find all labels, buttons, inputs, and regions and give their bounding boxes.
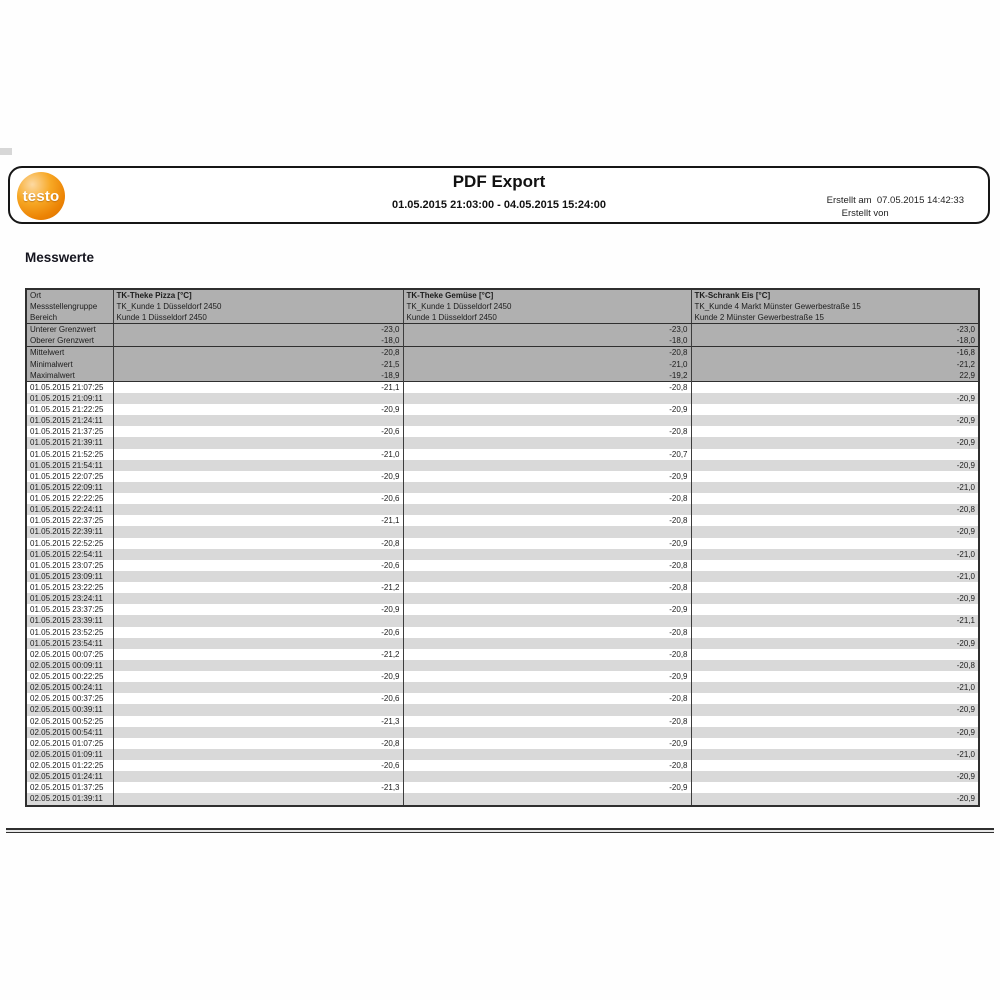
timestamp-cell: 02.05.2015 01:37:25 bbox=[30, 783, 104, 793]
timestamp-cell: 01.05.2015 21:09:11 bbox=[30, 393, 103, 403]
value-cell bbox=[403, 682, 691, 693]
value-cell bbox=[403, 437, 691, 448]
page-title: PDF Export bbox=[452, 172, 546, 191]
timestamp-cell: 01.05.2015 23:39:11 bbox=[30, 616, 103, 626]
table-row bbox=[26, 404, 979, 415]
timestamp-cell: 01.05.2015 21:54:11 bbox=[30, 460, 103, 470]
value-cell: -23,0 bbox=[403, 324, 691, 336]
value-cell: -23,0 bbox=[691, 324, 979, 336]
value-cell bbox=[113, 437, 403, 448]
limit-rows bbox=[26, 324, 979, 347]
value-cell bbox=[113, 482, 403, 493]
timestamp-cell: 02.05.2015 00:54:11 bbox=[30, 727, 103, 737]
table-row bbox=[26, 604, 979, 615]
value-cell: -21,5 bbox=[113, 359, 403, 370]
table-row bbox=[26, 549, 979, 560]
value-cell: -16,8 bbox=[691, 347, 979, 359]
timestamp-cell: 01.05.2015 21:22:25 bbox=[30, 405, 104, 415]
value-cell: -21,0 bbox=[113, 449, 403, 460]
table-row bbox=[26, 347, 979, 359]
timestamp-cell: 01.05.2015 23:54:11 bbox=[30, 638, 103, 648]
corner-label: Messstellengruppe bbox=[30, 302, 98, 312]
value-cell: -20,8 bbox=[403, 493, 691, 504]
column-area: Kunde 2 Münster Gewerbestraße 15 bbox=[694, 313, 824, 323]
value-cell: -21,2 bbox=[691, 359, 979, 370]
value-cell: -21,0 bbox=[691, 749, 979, 760]
value-cell: -20,9 bbox=[403, 604, 691, 615]
testo-logo-text: testo bbox=[22, 187, 60, 205]
timestamp-cell: 02.05.2015 00:07:25 bbox=[30, 649, 104, 659]
timestamp-cell: 01.05.2015 21:52:25 bbox=[30, 449, 104, 459]
value-cell: -20,9 bbox=[691, 393, 979, 404]
value-cell: -21,3 bbox=[113, 782, 403, 793]
timestamp-cell: 01.05.2015 21:39:11 bbox=[30, 438, 103, 448]
table-row bbox=[26, 381, 979, 393]
value-cell bbox=[403, 571, 691, 582]
value-cell: -21,1 bbox=[113, 515, 403, 526]
value-cell bbox=[113, 749, 403, 760]
table-row bbox=[26, 359, 979, 370]
value-cell bbox=[691, 381, 979, 393]
value-cell: -20,8 bbox=[403, 560, 691, 571]
created-at-label: Erstellt am bbox=[826, 195, 872, 206]
value-cell: -18,9 bbox=[113, 370, 403, 382]
value-cell: -18,0 bbox=[403, 335, 691, 347]
value-cell bbox=[113, 460, 403, 471]
value-cell: -20,8 bbox=[113, 347, 403, 359]
table-row bbox=[26, 771, 979, 782]
value-cell bbox=[113, 526, 403, 537]
column-group: TK_Kunde 1 Düsseldorf 2450 bbox=[406, 302, 512, 312]
column-header-cell bbox=[691, 289, 979, 324]
value-cell bbox=[403, 393, 691, 404]
value-cell: -20,6 bbox=[113, 693, 403, 704]
column-header-cell bbox=[113, 289, 403, 324]
row-label-cell: Minimalwert bbox=[30, 359, 73, 369]
value-cell: -20,7 bbox=[403, 449, 691, 460]
value-cell bbox=[691, 471, 979, 482]
table-row bbox=[26, 515, 979, 526]
timestamp-cell: 01.05.2015 23:37:25 bbox=[30, 605, 104, 615]
table-row bbox=[26, 660, 979, 671]
table-row bbox=[26, 760, 979, 771]
row-label-cell: Unterer Grenzwert bbox=[30, 325, 96, 335]
value-cell bbox=[113, 393, 403, 404]
value-cell: -21,2 bbox=[113, 649, 403, 660]
value-cell: -20,9 bbox=[691, 771, 979, 782]
value-cell: -20,8 bbox=[403, 426, 691, 437]
value-cell: -20,8 bbox=[403, 693, 691, 704]
value-cell bbox=[691, 671, 979, 682]
column-group: TK_Kunde 1 Düsseldorf 2450 bbox=[116, 302, 222, 312]
timestamp-cell: 02.05.2015 00:24:11 bbox=[30, 683, 103, 693]
footer-divider bbox=[6, 828, 994, 833]
table-row bbox=[26, 638, 979, 649]
timestamp-cell: 02.05.2015 01:07:25 bbox=[30, 738, 104, 748]
value-cell: -20,9 bbox=[691, 460, 979, 471]
corner-header-cell bbox=[26, 289, 113, 324]
column-area: Kunde 1 Düsseldorf 2450 bbox=[406, 313, 497, 323]
value-cell: -21,0 bbox=[691, 571, 979, 582]
value-cell: -21,1 bbox=[691, 615, 979, 626]
value-cell bbox=[691, 404, 979, 415]
value-cell: -21,3 bbox=[113, 716, 403, 727]
value-cell bbox=[113, 638, 403, 649]
value-cell bbox=[113, 549, 403, 560]
value-cell bbox=[113, 593, 403, 604]
table-row bbox=[26, 738, 979, 749]
timestamp-cell: 02.05.2015 00:37:25 bbox=[30, 694, 104, 704]
value-cell bbox=[403, 593, 691, 604]
timestamp-cell: 01.05.2015 21:37:25 bbox=[30, 427, 104, 437]
value-cell: -20,8 bbox=[113, 538, 403, 549]
table-row bbox=[26, 449, 979, 460]
table-row bbox=[26, 649, 979, 660]
column-name: TK-Theke Pizza [°C] bbox=[116, 291, 192, 300]
value-cell: -23,0 bbox=[113, 324, 403, 336]
value-cell: -20,9 bbox=[113, 471, 403, 482]
data-rows bbox=[26, 381, 979, 805]
stat-rows bbox=[26, 347, 979, 381]
table-row bbox=[26, 335, 979, 347]
table-row bbox=[26, 370, 979, 382]
value-cell: -20,8 bbox=[403, 627, 691, 638]
table-row bbox=[26, 426, 979, 437]
value-cell bbox=[403, 549, 691, 560]
value-cell: -20,8 bbox=[403, 582, 691, 593]
table-row bbox=[26, 671, 979, 682]
table-row bbox=[26, 415, 979, 426]
value-cell: -20,9 bbox=[113, 604, 403, 615]
table-row bbox=[26, 682, 979, 693]
row-label-cell: Maximalwert bbox=[30, 370, 75, 380]
value-cell: -20,8 bbox=[691, 504, 979, 515]
section-title: Messwerte bbox=[25, 250, 95, 265]
table-row bbox=[26, 526, 979, 537]
timestamp-cell: 02.05.2015 01:24:11 bbox=[30, 772, 103, 782]
value-cell: -20,6 bbox=[113, 760, 403, 771]
value-cell: -18,0 bbox=[113, 335, 403, 347]
value-cell: -18,0 bbox=[691, 335, 979, 347]
table-row bbox=[26, 393, 979, 404]
value-cell: -20,6 bbox=[113, 627, 403, 638]
report-header bbox=[8, 166, 990, 224]
value-cell bbox=[403, 526, 691, 537]
value-cell bbox=[691, 538, 979, 549]
value-cell bbox=[113, 660, 403, 671]
column-name: TK-Theke Gemüse [°C] bbox=[406, 291, 494, 300]
table-row bbox=[26, 493, 979, 504]
value-cell: -21,0 bbox=[691, 549, 979, 560]
value-cell bbox=[691, 738, 979, 749]
table-row bbox=[26, 471, 979, 482]
value-cell: -20,9 bbox=[691, 415, 979, 426]
value-cell: -21,0 bbox=[403, 359, 691, 370]
table-row bbox=[26, 482, 979, 493]
value-cell: -20,9 bbox=[691, 593, 979, 604]
corner-label: Bereich bbox=[30, 313, 58, 323]
value-cell: -20,8 bbox=[691, 660, 979, 671]
timestamp-cell: 02.05.2015 01:09:11 bbox=[30, 749, 103, 759]
column-header-cell bbox=[403, 289, 691, 324]
column-group: TK_Kunde 4 Markt Münster Gewerbestraße 15 bbox=[694, 302, 861, 312]
timestamp-cell: 01.05.2015 23:07:25 bbox=[30, 560, 104, 570]
value-cell: -21,0 bbox=[691, 682, 979, 693]
table-row bbox=[26, 782, 979, 793]
value-cell: -20,9 bbox=[403, 471, 691, 482]
value-cell bbox=[403, 482, 691, 493]
value-cell bbox=[691, 560, 979, 571]
value-cell bbox=[113, 682, 403, 693]
table-row bbox=[26, 693, 979, 704]
value-cell: -20,9 bbox=[403, 404, 691, 415]
value-cell bbox=[403, 415, 691, 426]
timestamp-cell: 01.05.2015 23:09:11 bbox=[30, 571, 103, 581]
timestamp-cell: 01.05.2015 21:07:25 bbox=[30, 382, 104, 392]
table-head bbox=[26, 289, 979, 324]
value-cell: -20,9 bbox=[403, 738, 691, 749]
table-row bbox=[26, 593, 979, 604]
report-date-range: 01.05.2015 21:03:00 - 04.05.2015 15:24:00 bbox=[391, 199, 607, 211]
value-cell: -20,9 bbox=[403, 671, 691, 682]
value-cell: -20,8 bbox=[113, 738, 403, 749]
measurements-table-wrap bbox=[25, 288, 980, 807]
value-cell bbox=[113, 704, 403, 715]
value-cell bbox=[113, 504, 403, 515]
timestamp-cell: 02.05.2015 01:39:11 bbox=[30, 794, 103, 804]
table-row bbox=[26, 704, 979, 715]
value-cell bbox=[691, 760, 979, 771]
timestamp-cell: 02.05.2015 00:39:11 bbox=[30, 705, 103, 715]
measurements-table bbox=[25, 288, 980, 807]
value-cell: -20,9 bbox=[691, 793, 979, 805]
value-cell bbox=[113, 793, 403, 805]
value-cell: -20,6 bbox=[113, 426, 403, 437]
value-cell: -20,9 bbox=[113, 404, 403, 415]
value-cell bbox=[403, 615, 691, 626]
value-cell bbox=[691, 582, 979, 593]
timestamp-cell: 02.05.2015 00:09:11 bbox=[30, 660, 103, 670]
created-by-label: Erstellt von bbox=[841, 208, 889, 219]
report-meta bbox=[827, 194, 964, 220]
value-cell: -20,8 bbox=[403, 381, 691, 393]
table-row bbox=[26, 538, 979, 549]
timestamp-cell: 02.05.2015 01:22:25 bbox=[30, 761, 104, 771]
timestamp-cell: 01.05.2015 21:24:11 bbox=[30, 416, 103, 426]
value-cell: 22,9 bbox=[691, 370, 979, 382]
value-cell bbox=[691, 604, 979, 615]
value-cell: -20,9 bbox=[691, 638, 979, 649]
value-cell bbox=[403, 704, 691, 715]
timestamp-cell: 01.05.2015 22:39:11 bbox=[30, 527, 103, 537]
table-row bbox=[26, 793, 979, 805]
value-cell: -20,8 bbox=[403, 515, 691, 526]
value-cell: -19,2 bbox=[403, 370, 691, 382]
timestamp-cell: 01.05.2015 22:22:25 bbox=[30, 494, 104, 504]
value-cell bbox=[403, 727, 691, 738]
table-row bbox=[26, 615, 979, 626]
value-cell: -20,8 bbox=[403, 347, 691, 359]
timestamp-cell: 01.05.2015 23:22:25 bbox=[30, 583, 104, 593]
value-cell bbox=[691, 627, 979, 638]
value-cell bbox=[403, 504, 691, 515]
timestamp-cell: 02.05.2015 00:22:25 bbox=[30, 672, 104, 682]
value-cell bbox=[691, 782, 979, 793]
value-cell: -20,9 bbox=[691, 526, 979, 537]
created-at-value: 07.05.2015 14:42:33 bbox=[876, 195, 964, 206]
value-cell: -20,6 bbox=[113, 493, 403, 504]
row-label-cell: Oberer Grenzwert bbox=[30, 336, 95, 346]
table-row bbox=[26, 716, 979, 727]
table-row bbox=[26, 560, 979, 571]
value-cell bbox=[403, 460, 691, 471]
table-row bbox=[26, 504, 979, 515]
table-row bbox=[26, 571, 979, 582]
value-cell bbox=[691, 649, 979, 660]
table-row bbox=[26, 627, 979, 638]
table-row bbox=[26, 727, 979, 738]
timestamp-cell: 01.05.2015 22:24:11 bbox=[30, 505, 103, 515]
timestamp-cell: 01.05.2015 22:54:11 bbox=[30, 549, 103, 559]
timestamp-cell: 01.05.2015 22:52:25 bbox=[30, 538, 104, 548]
timestamp-cell: 01.05.2015 22:07:25 bbox=[30, 471, 104, 481]
value-cell: -21,2 bbox=[113, 582, 403, 593]
timestamp-cell: 01.05.2015 23:24:11 bbox=[30, 594, 103, 604]
header-row bbox=[26, 289, 979, 324]
timestamp-cell: 01.05.2015 22:09:11 bbox=[30, 482, 103, 492]
timestamp-cell: 01.05.2015 22:37:25 bbox=[30, 516, 104, 526]
value-cell bbox=[691, 716, 979, 727]
value-cell: -20,6 bbox=[113, 560, 403, 571]
value-cell bbox=[403, 660, 691, 671]
value-cell: -20,8 bbox=[403, 760, 691, 771]
table-row bbox=[26, 582, 979, 593]
value-cell bbox=[403, 749, 691, 760]
value-cell bbox=[113, 415, 403, 426]
timestamp-cell: 02.05.2015 00:52:25 bbox=[30, 716, 104, 726]
value-cell bbox=[691, 693, 979, 704]
value-cell bbox=[113, 771, 403, 782]
column-area: Kunde 1 Düsseldorf 2450 bbox=[116, 313, 207, 323]
row-label-cell: Mittelwert bbox=[30, 348, 65, 358]
value-cell: -20,9 bbox=[691, 727, 979, 738]
value-cell bbox=[403, 793, 691, 805]
table-row bbox=[26, 437, 979, 448]
value-cell bbox=[691, 493, 979, 504]
value-cell: -20,9 bbox=[403, 782, 691, 793]
column-name: TK-Schrank Eis [°C] bbox=[694, 291, 771, 300]
table-row bbox=[26, 324, 979, 336]
table-row bbox=[26, 460, 979, 471]
value-cell bbox=[403, 771, 691, 782]
scan-edge-artifact bbox=[0, 148, 12, 155]
created-at-line bbox=[827, 194, 964, 207]
value-cell: -21,1 bbox=[113, 381, 403, 393]
value-cell: -20,9 bbox=[113, 671, 403, 682]
value-cell: -20,9 bbox=[691, 437, 979, 448]
value-cell bbox=[113, 615, 403, 626]
value-cell: -20,9 bbox=[403, 538, 691, 549]
value-cell: -20,8 bbox=[403, 716, 691, 727]
value-cell bbox=[691, 426, 979, 437]
table-row bbox=[26, 749, 979, 760]
value-cell: -20,9 bbox=[691, 704, 979, 715]
timestamp-cell: 01.05.2015 23:52:25 bbox=[30, 627, 104, 637]
corner-label: Ort bbox=[30, 291, 42, 300]
value-cell bbox=[691, 515, 979, 526]
value-cell: -21,0 bbox=[691, 482, 979, 493]
value-cell bbox=[403, 638, 691, 649]
value-cell bbox=[113, 571, 403, 582]
value-cell bbox=[113, 727, 403, 738]
value-cell bbox=[691, 449, 979, 460]
value-cell: -20,8 bbox=[403, 649, 691, 660]
